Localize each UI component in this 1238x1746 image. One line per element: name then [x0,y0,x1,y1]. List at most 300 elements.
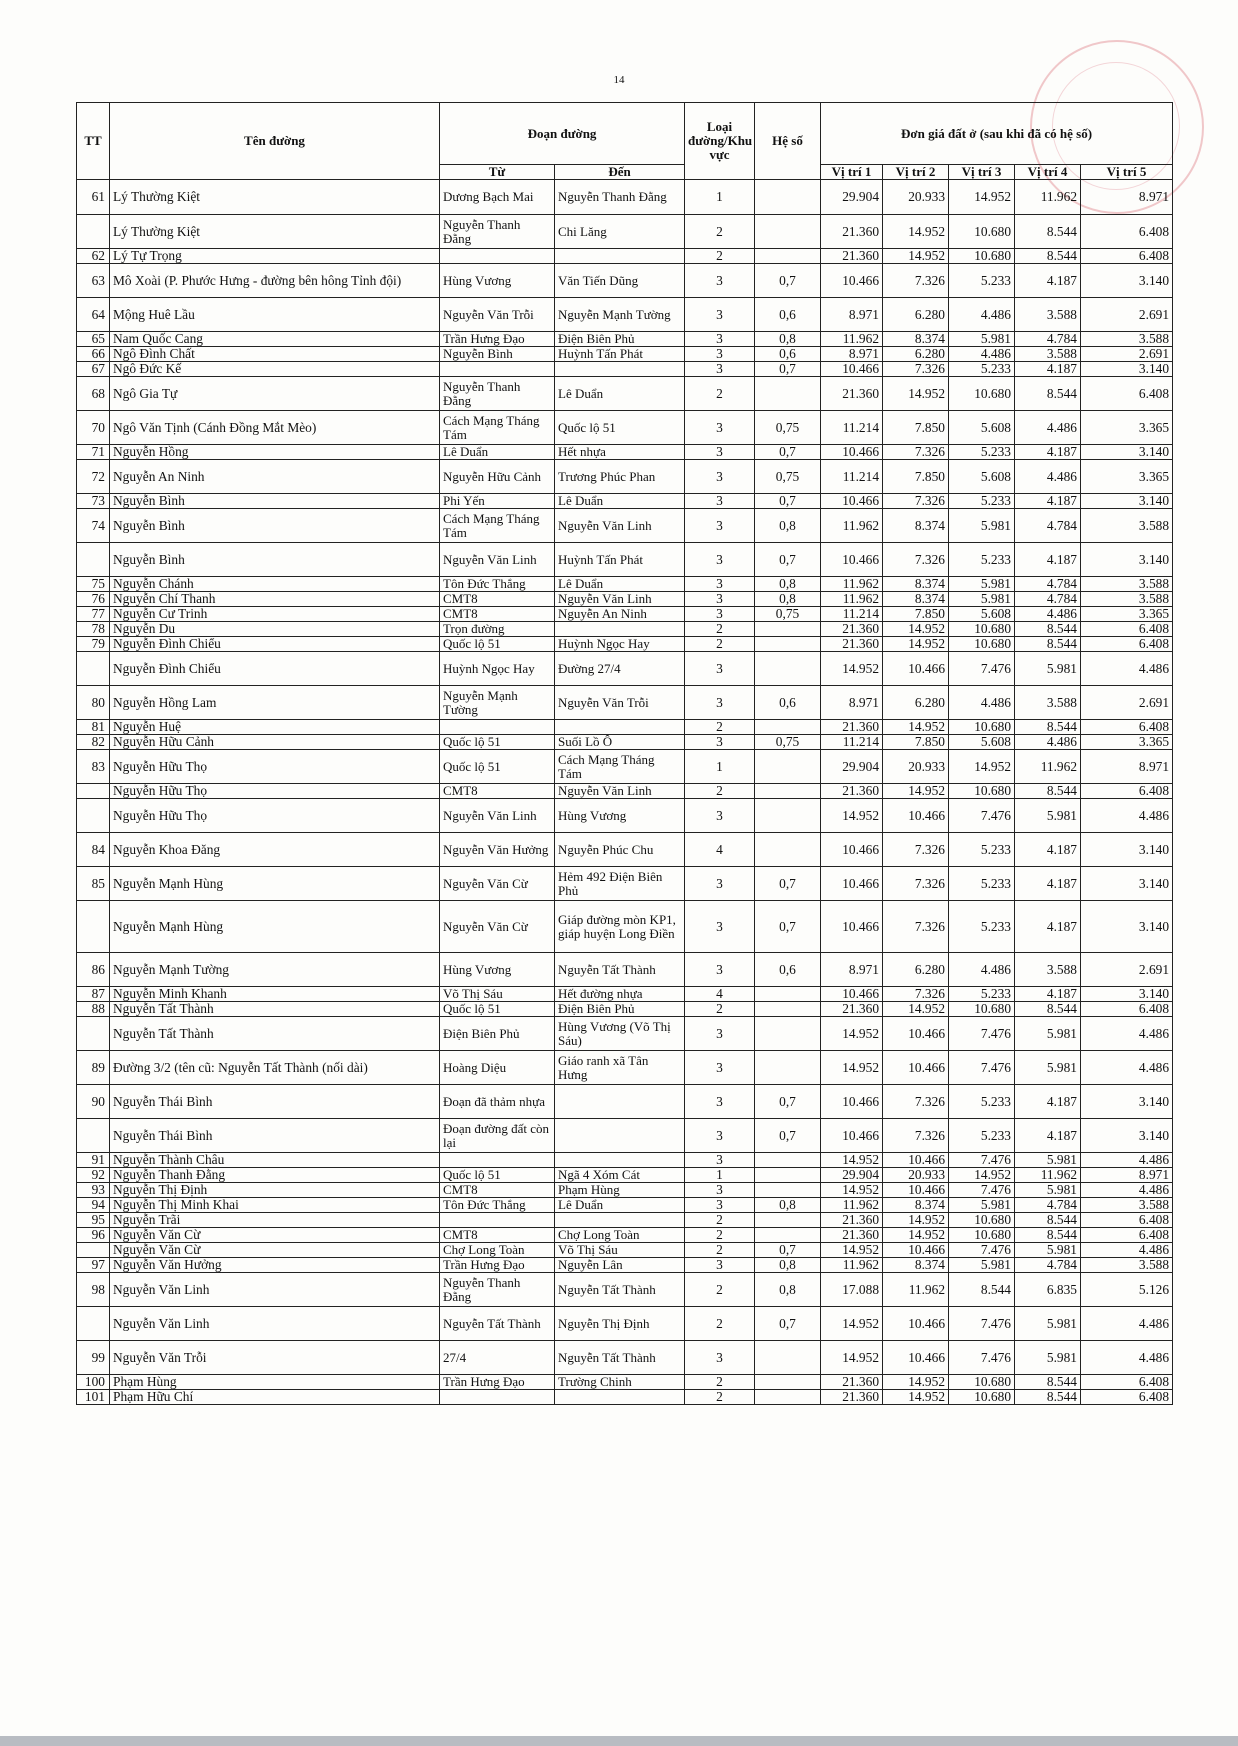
cell-position-3: 7.476 [949,1017,1015,1051]
cell-from: Nguyễn Văn Cừ [440,867,555,901]
cell-coefficient [755,784,821,799]
cell-road-type: 3 [685,799,755,833]
cell-position-2: 7.850 [883,735,949,750]
cell-position-2: 10.466 [883,1153,949,1168]
cell-road-type: 1 [685,180,755,215]
table-row [77,622,1173,637]
cell-coefficient [755,622,821,637]
cell-position-5: 4.486 [1081,799,1173,833]
cell-tt: 96 [77,1228,110,1243]
cell-position-2: 14.952 [883,622,949,637]
cell-tt: 101 [77,1390,110,1405]
cell-road-type: 3 [685,264,755,298]
cell-position-5: 3.140 [1081,987,1173,1002]
land-price-table [76,102,1173,1405]
cell-coefficient [755,833,821,867]
cell-tt [77,799,110,833]
table-row [77,784,1173,799]
cell-position-4: 5.981 [1015,1307,1081,1341]
cell-coefficient: 0,6 [755,347,821,362]
cell-road-type: 2 [685,1273,755,1307]
cell-position-4: 4.187 [1015,1085,1081,1119]
cell-to [555,1213,685,1228]
cell-road-type: 2 [685,1228,755,1243]
cell-position-1: 8.971 [821,298,883,332]
cell-position-4: 5.981 [1015,1051,1081,1085]
cell-position-2: 8.374 [883,577,949,592]
cell-coefficient [755,180,821,215]
cell-position-4: 4.784 [1015,509,1081,543]
cell-street-name: Nguyễn Minh Khanh [110,987,440,1002]
cell-from: Nguyễn Mạnh Tường [440,686,555,720]
cell-position-3: 4.486 [949,298,1015,332]
cell-tt [77,652,110,686]
cell-street-name: Nguyễn Tất Thành [110,1017,440,1051]
cell-road-type: 3 [685,347,755,362]
cell-position-5: 3.365 [1081,460,1173,494]
cell-position-1: 10.466 [821,264,883,298]
cell-to: Lê Duẩn [555,1198,685,1213]
cell-position-2: 7.850 [883,411,949,445]
cell-position-2: 7.326 [883,1119,949,1153]
cell-coefficient: 0,7 [755,543,821,577]
cell-tt: 85 [77,867,110,901]
cell-position-5: 3.140 [1081,362,1173,377]
cell-road-type: 2 [685,1243,755,1258]
cell-position-2: 7.326 [883,901,949,953]
cell-to: Huỳnh Tấn Phát [555,543,685,577]
cell-to: Điện Biên Phủ [555,332,685,347]
cell-position-4: 5.981 [1015,1153,1081,1168]
cell-from: Võ Thị Sáu [440,987,555,1002]
cell-position-1: 8.971 [821,953,883,987]
cell-position-3: 10.680 [949,1375,1015,1390]
cell-road-type: 3 [685,1085,755,1119]
cell-position-1: 10.466 [821,1085,883,1119]
cell-position-4: 4.486 [1015,607,1081,622]
cell-road-type: 3 [685,1153,755,1168]
cell-street-name: Nguyễn Văn Linh [110,1307,440,1341]
cell-position-1: 10.466 [821,867,883,901]
table-row [77,332,1173,347]
table-row [77,1168,1173,1183]
cell-position-3: 5.233 [949,901,1015,953]
cell-road-type: 3 [685,332,755,347]
cell-to: Giáo ranh xã Tân Hưng [555,1051,685,1085]
table-row [77,1085,1173,1119]
cell-to: Lê Duẩn [555,577,685,592]
cell-coefficient [755,1213,821,1228]
cell-from: Chợ Long Toàn [440,1243,555,1258]
cell-position-4: 8.544 [1015,1390,1081,1405]
table-row [77,1375,1173,1390]
cell-position-1: 21.360 [821,720,883,735]
cell-coefficient: 0,8 [755,1273,821,1307]
cell-position-4: 4.187 [1015,264,1081,298]
cell-position-5: 3.588 [1081,1198,1173,1213]
cell-position-2: 8.374 [883,332,949,347]
cell-position-2: 6.280 [883,953,949,987]
cell-position-1: 14.952 [821,1243,883,1258]
cell-coefficient: 0,7 [755,362,821,377]
table-row [77,509,1173,543]
cell-to: Nguyễn Tất Thành [555,1341,685,1375]
table-row [77,686,1173,720]
header-tt: TT [77,103,110,180]
cell-to: Văn Tiến Dũng [555,264,685,298]
cell-coefficient: 0,7 [755,1307,821,1341]
table-row [77,494,1173,509]
cell-position-3: 10.680 [949,1390,1015,1405]
cell-position-3: 10.680 [949,215,1015,249]
cell-tt: 80 [77,686,110,720]
cell-road-type: 2 [685,1002,755,1017]
cell-street-name: Ngô Đức Kế [110,362,440,377]
cell-position-4: 5.981 [1015,799,1081,833]
cell-position-5: 3.365 [1081,411,1173,445]
cell-position-1: 10.466 [821,833,883,867]
cell-position-3: 14.952 [949,750,1015,784]
cell-road-type: 3 [685,411,755,445]
cell-to: Lê Duẩn [555,494,685,509]
cell-street-name: Nguyễn Thái Bình [110,1119,440,1153]
cell-position-4: 5.981 [1015,1017,1081,1051]
cell-position-4: 11.962 [1015,180,1081,215]
cell-tt: 84 [77,833,110,867]
cell-to: Nguyễn Văn Linh [555,592,685,607]
cell-position-5: 3.140 [1081,445,1173,460]
cell-position-3: 5.233 [949,543,1015,577]
cell-tt: 63 [77,264,110,298]
cell-street-name: Mô Xoài (P. Phước Hưng - đường bên hông Tỉnh đội) [110,264,440,298]
cell-position-5: 4.486 [1081,1307,1173,1341]
cell-position-3: 5.981 [949,577,1015,592]
cell-from: CMT8 [440,592,555,607]
cell-tt [77,1243,110,1258]
table-row [77,1243,1173,1258]
cell-position-3: 14.952 [949,1168,1015,1183]
cell-tt: 77 [77,607,110,622]
cell-position-4: 3.588 [1015,298,1081,332]
cell-road-type: 3 [685,867,755,901]
table-row [77,1051,1173,1085]
header-from: Từ [440,165,555,180]
cell-position-5: 2.691 [1081,686,1173,720]
cell-from: Nguyễn Hữu Cảnh [440,460,555,494]
table-row [77,799,1173,833]
cell-coefficient: 0,8 [755,509,821,543]
cell-position-1: 11.962 [821,577,883,592]
cell-position-2: 7.850 [883,607,949,622]
cell-street-name: Nguyễn Bình [110,494,440,509]
cell-position-3: 5.608 [949,607,1015,622]
cell-position-3: 10.680 [949,637,1015,652]
header-road-type: Loại đường/Khu vực [685,103,755,180]
cell-road-type: 2 [685,784,755,799]
cell-position-3: 10.680 [949,249,1015,264]
cell-position-5: 3.140 [1081,901,1173,953]
cell-tt: 75 [77,577,110,592]
table-row [77,377,1173,411]
table-row [77,1307,1173,1341]
cell-tt: 97 [77,1258,110,1273]
cell-position-3: 5.233 [949,987,1015,1002]
cell-street-name: Nguyễn Chí Thanh [110,592,440,607]
cell-tt: 89 [77,1051,110,1085]
cell-coefficient: 0,75 [755,460,821,494]
cell-to: Suối Lồ Ô [555,735,685,750]
cell-from [440,1213,555,1228]
cell-position-5: 3.588 [1081,577,1173,592]
table-row [77,1390,1173,1405]
cell-to [555,1085,685,1119]
cell-tt: 66 [77,347,110,362]
cell-to: Nguyễn Mạnh Tường [555,298,685,332]
cell-street-name: Nguyễn Du [110,622,440,637]
cell-coefficient [755,215,821,249]
cell-coefficient: 0,6 [755,953,821,987]
cell-position-2: 14.952 [883,249,949,264]
cell-tt: 92 [77,1168,110,1183]
cell-position-1: 14.952 [821,1183,883,1198]
cell-coefficient: 0,75 [755,735,821,750]
cell-position-4: 3.588 [1015,953,1081,987]
header-position-3: Vị trí 3 [949,165,1015,180]
cell-position-5: 6.408 [1081,720,1173,735]
cell-road-type: 3 [685,1341,755,1375]
cell-tt: 70 [77,411,110,445]
cell-coefficient [755,1168,821,1183]
cell-position-3: 5.233 [949,494,1015,509]
cell-position-5: 3.365 [1081,607,1173,622]
header-position-4: Vị trí 4 [1015,165,1081,180]
cell-coefficient [755,1051,821,1085]
cell-street-name: Nguyễn Hữu Thọ [110,784,440,799]
cell-to: Trường Chinh [555,1375,685,1390]
table-row [77,867,1173,901]
cell-from: Nguyễn Văn Hưởng [440,833,555,867]
cell-position-4: 4.187 [1015,1119,1081,1153]
cell-street-name: Ngô Đình Chất [110,347,440,362]
cell-street-name: Nguyễn Hồng [110,445,440,460]
cell-position-3: 5.608 [949,460,1015,494]
cell-position-3: 10.680 [949,1213,1015,1228]
cell-tt: 72 [77,460,110,494]
cell-position-4: 5.981 [1015,652,1081,686]
cell-position-5: 3.588 [1081,332,1173,347]
cell-from: Nguyễn Tất Thành [440,1307,555,1341]
cell-street-name: Nguyễn Tất Thành [110,1002,440,1017]
cell-position-3: 5.608 [949,411,1015,445]
cell-to: Nguyễn Tất Thành [555,953,685,987]
cell-road-type: 2 [685,622,755,637]
cell-position-2: 7.326 [883,833,949,867]
cell-position-2: 14.952 [883,1375,949,1390]
cell-coefficient: 0,75 [755,607,821,622]
cell-position-1: 29.904 [821,750,883,784]
cell-position-5: 8.971 [1081,180,1173,215]
cell-position-5: 6.408 [1081,1390,1173,1405]
table-row [77,362,1173,377]
cell-position-4: 8.544 [1015,1213,1081,1228]
cell-position-3: 10.680 [949,720,1015,735]
cell-coefficient [755,652,821,686]
cell-coefficient [755,750,821,784]
table-row [77,1198,1173,1213]
cell-tt: 65 [77,332,110,347]
cell-to: Nguyễn An Ninh [555,607,685,622]
cell-from: Nguyễn Bình [440,347,555,362]
cell-street-name: Nguyễn Hữu Thọ [110,750,440,784]
cell-position-2: 7.326 [883,445,949,460]
cell-tt [77,1119,110,1153]
cell-position-2: 10.466 [883,1307,949,1341]
cell-position-2: 10.466 [883,1243,949,1258]
cell-road-type: 2 [685,1375,755,1390]
cell-from: Cách Mạng Tháng Tám [440,411,555,445]
cell-position-4: 5.981 [1015,1183,1081,1198]
cell-to: Ngã 4 Xóm Cát [555,1168,685,1183]
cell-position-4: 8.544 [1015,249,1081,264]
table-row [77,1273,1173,1307]
cell-street-name: Ngô Gia Tự [110,377,440,411]
cell-from: Cách Mạng Tháng Tám [440,509,555,543]
cell-to: Nguyễn Văn Trỗi [555,686,685,720]
cell-road-type: 3 [685,686,755,720]
cell-to: Nguyễn Phúc Chu [555,833,685,867]
cell-position-2: 14.952 [883,720,949,735]
cell-position-5: 4.486 [1081,1243,1173,1258]
cell-position-5: 8.971 [1081,750,1173,784]
cell-road-type: 4 [685,833,755,867]
cell-position-3: 8.544 [949,1273,1015,1307]
cell-to: Trương Phúc Phan [555,460,685,494]
cell-position-5: 6.408 [1081,622,1173,637]
cell-from: Tôn Đức Thắng [440,1198,555,1213]
cell-position-1: 21.360 [821,622,883,637]
cell-to: Cách Mạng Tháng Tám [555,750,685,784]
cell-road-type: 3 [685,652,755,686]
cell-to [555,362,685,377]
table-row [77,543,1173,577]
header-position-2: Vị trí 2 [883,165,949,180]
cell-position-2: 7.326 [883,543,949,577]
cell-position-2: 8.374 [883,509,949,543]
cell-position-5: 6.408 [1081,249,1173,264]
cell-road-type: 3 [685,1258,755,1273]
cell-tt: 74 [77,509,110,543]
cell-position-1: 10.466 [821,362,883,377]
cell-street-name: Nguyễn Hữu Cảnh [110,735,440,750]
cell-position-1: 14.952 [821,652,883,686]
header-to: Đến [555,165,685,180]
cell-position-2: 14.952 [883,215,949,249]
cell-position-3: 5.233 [949,833,1015,867]
cell-to [555,249,685,264]
table-row [77,264,1173,298]
cell-to: Nguyễn Văn Linh [555,784,685,799]
cell-position-5: 4.486 [1081,652,1173,686]
cell-tt: 79 [77,637,110,652]
cell-tt: 90 [77,1085,110,1119]
cell-street-name: Lý Thường Kiệt [110,215,440,249]
cell-tt: 91 [77,1153,110,1168]
cell-to: Nguyễn Tất Thành [555,1273,685,1307]
cell-from: Hoàng Diệu [440,1051,555,1085]
cell-position-4: 8.544 [1015,377,1081,411]
cell-position-3: 4.486 [949,953,1015,987]
cell-position-2: 14.952 [883,784,949,799]
table-row [77,180,1173,215]
cell-position-2: 14.952 [883,637,949,652]
cell-from: Quốc lộ 51 [440,1168,555,1183]
cell-road-type: 3 [685,298,755,332]
cell-position-4: 11.962 [1015,750,1081,784]
cell-from: Nguyễn Thanh Đằng [440,215,555,249]
cell-position-2: 11.962 [883,1273,949,1307]
cell-from: Phi Yến [440,494,555,509]
cell-position-4: 11.962 [1015,1168,1081,1183]
cell-coefficient [755,377,821,411]
cell-position-5: 3.140 [1081,494,1173,509]
cell-to: Điện Biên Phủ [555,1002,685,1017]
cell-position-1: 10.466 [821,445,883,460]
cell-from: Lê Duẩn [440,445,555,460]
cell-from [440,249,555,264]
cell-position-1: 10.466 [821,901,883,953]
cell-coefficient [755,987,821,1002]
cell-position-4: 8.544 [1015,1002,1081,1017]
cell-position-3: 5.981 [949,332,1015,347]
cell-road-type: 3 [685,1198,755,1213]
cell-position-2: 10.466 [883,652,949,686]
cell-tt: 86 [77,953,110,987]
cell-from: CMT8 [440,1228,555,1243]
cell-road-type: 3 [685,460,755,494]
cell-position-5: 2.691 [1081,298,1173,332]
cell-tt [77,901,110,953]
cell-position-3: 4.486 [949,686,1015,720]
cell-from: Trần Hưng Đạo [440,1258,555,1273]
cell-position-2: 14.952 [883,1390,949,1405]
cell-from: Quốc lộ 51 [440,750,555,784]
cell-to: Đường 27/4 [555,652,685,686]
cell-position-3: 7.476 [949,1153,1015,1168]
cell-position-5: 3.140 [1081,833,1173,867]
header-unit-price: Đơn giá đất ở (sau khi đã có hệ số) [821,103,1173,165]
cell-position-2: 10.466 [883,1051,949,1085]
cell-road-type: 3 [685,735,755,750]
cell-street-name: Nguyễn Bình [110,509,440,543]
cell-street-name: Nguyễn Huệ [110,720,440,735]
cell-coefficient [755,1017,821,1051]
cell-position-2: 7.326 [883,987,949,1002]
table-row [77,652,1173,686]
cell-position-3: 14.952 [949,180,1015,215]
cell-road-type: 2 [685,215,755,249]
cell-position-1: 11.214 [821,607,883,622]
cell-position-1: 14.952 [821,1051,883,1085]
cell-position-3: 7.476 [949,1307,1015,1341]
table-row [77,833,1173,867]
cell-position-5: 2.691 [1081,953,1173,987]
cell-position-5: 3.140 [1081,264,1173,298]
cell-street-name: Nguyễn Mạnh Hùng [110,867,440,901]
cell-position-2: 6.280 [883,298,949,332]
cell-position-2: 7.326 [883,494,949,509]
cell-from: Huỳnh Ngọc Hay [440,652,555,686]
cell-road-type: 3 [685,607,755,622]
